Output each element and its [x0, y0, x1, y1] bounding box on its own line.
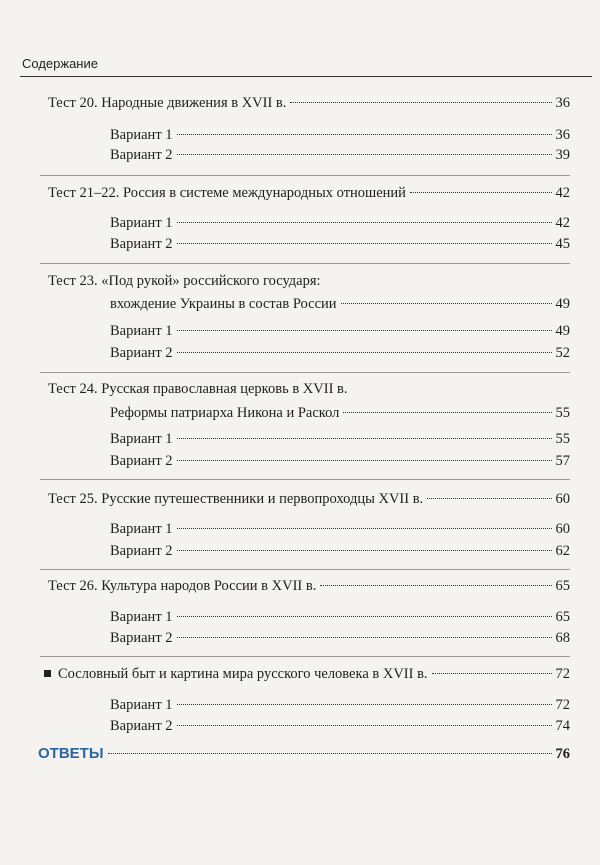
toc-page-number: 60 [555, 521, 570, 537]
toc-page-number: 42 [555, 185, 570, 201]
separator [40, 569, 570, 570]
toc-page-number: 57 [555, 453, 570, 469]
separator [40, 656, 570, 657]
toc-page-number: 60 [555, 491, 570, 507]
dot-leader [177, 528, 552, 529]
toc-entry-variant[interactable] [110, 322, 570, 340]
toc-page-number: 36 [555, 127, 570, 143]
dot-leader [343, 412, 551, 413]
toc-entry-title-wrap [44, 665, 428, 683]
toc-entry-title: Вариант 2 [110, 147, 173, 163]
toc-entry-title: Тест 21–22. Россия в системе международных отношений [48, 185, 406, 201]
dot-leader [341, 303, 552, 304]
dot-leader [177, 222, 552, 223]
toc-entry-title: Тест 24. Русская православная церковь в XVII в. [48, 381, 348, 397]
toc-entry-variant[interactable] [110, 608, 570, 626]
toc-entry-variant[interactable] [110, 452, 570, 470]
toc-entry-title: Реформы патриарха Никона и Раскол [110, 405, 340, 421]
dot-leader [177, 243, 552, 244]
toc-entry-test-23-cont[interactable] [110, 295, 570, 313]
separator [40, 479, 570, 480]
toc-entry-variant[interactable] [110, 696, 570, 714]
toc-entry-title: Вариант 1 [110, 127, 173, 143]
toc-page-number: 55 [555, 431, 570, 447]
separator [40, 263, 570, 264]
toc-entry-variant[interactable] [110, 629, 570, 647]
dot-leader [177, 704, 552, 705]
dot-leader [290, 102, 551, 103]
toc-entry-title: Вариант 1 [110, 215, 173, 231]
toc-entry-title: Тест 20. Народные движения в XVII в. [48, 95, 287, 111]
dot-leader [410, 192, 552, 193]
dot-leader [177, 134, 552, 135]
separator [40, 175, 570, 176]
dot-leader [177, 637, 552, 638]
toc-entry-test-26[interactable] [48, 577, 570, 595]
toc-entry-title: Вариант 2 [110, 718, 173, 734]
toc-page-number: 55 [555, 405, 570, 421]
toc-entry-variant[interactable] [110, 214, 570, 232]
square-bullet-icon [44, 670, 51, 677]
toc-entry-title: вхождение Украины в состав России [110, 296, 337, 312]
toc-page-number: 72 [555, 697, 570, 713]
dot-leader [177, 616, 552, 617]
toc-entry-variant[interactable] [110, 520, 570, 538]
toc-page-number: 65 [555, 578, 570, 594]
toc-entry-title: Тест 25. Русские путешественники и первопроходцы XVII в. [48, 491, 424, 507]
dot-leader [177, 352, 552, 353]
toc-entry-variant[interactable] [110, 542, 570, 560]
toc-page-number: 42 [555, 215, 570, 231]
toc-page-number: 49 [555, 323, 570, 339]
toc-entry-title: Вариант 2 [110, 236, 173, 252]
toc-page-number: 72 [555, 666, 570, 682]
separator [40, 372, 570, 373]
toc-page-number: 52 [555, 345, 570, 361]
dot-leader [427, 498, 551, 499]
toc-page-number: 65 [555, 609, 570, 625]
toc-entry-variant[interactable] [110, 235, 570, 253]
toc-entry-variant[interactable] [110, 717, 570, 735]
toc-entry-title: Вариант 1 [110, 521, 173, 537]
toc-entry-variant[interactable] [110, 344, 570, 362]
toc-entry-variant[interactable] [110, 146, 570, 164]
toc-entry-title: Вариант 1 [110, 431, 173, 447]
dot-leader [320, 585, 551, 586]
toc-page-number: 74 [555, 718, 570, 734]
toc-entry-test-24-cont[interactable] [110, 404, 570, 422]
dot-leader [177, 438, 552, 439]
toc-entry-title: Тест 26. Культура народов России в XVII в. [48, 578, 317, 594]
dot-leader [177, 460, 552, 461]
toc-entry-title: Вариант 1 [110, 609, 173, 625]
toc-entry-test-21-22[interactable] [48, 184, 570, 202]
dot-leader [177, 550, 552, 551]
toc-entry-test-23[interactable] [48, 272, 570, 290]
toc-entry-title: Вариант 1 [110, 323, 173, 339]
dot-leader [177, 154, 552, 155]
toc-entry-title: Вариант 2 [110, 543, 173, 559]
toc-entry-title: ОТВЕТЫ [38, 745, 104, 762]
toc-page-number: 36 [555, 95, 570, 111]
toc-entry-title: Вариант 1 [110, 697, 173, 713]
toc-page-number: 62 [555, 543, 570, 559]
dot-leader [177, 330, 552, 331]
toc-entry-title: Сословный быт и картина мира русского человека в XVII в. [58, 666, 428, 682]
toc-entry-variant[interactable] [110, 126, 570, 144]
toc-entry-test-24[interactable] [48, 380, 570, 398]
toc-entry-title: Тест 23. «Под рукой» российского государя: [48, 273, 321, 289]
dot-leader [432, 673, 552, 674]
dot-leader [177, 725, 552, 726]
dot-leader [108, 753, 552, 754]
toc-page-number: 76 [555, 746, 570, 762]
toc-entry-title: Вариант 2 [110, 630, 173, 646]
toc-entry-test-25[interactable] [48, 490, 570, 508]
toc-entry-title: Вариант 2 [110, 453, 173, 469]
toc-entry-variant[interactable] [110, 430, 570, 448]
toc-entry-estate-life[interactable] [44, 665, 570, 683]
toc-page-number: 39 [555, 147, 570, 163]
toc-entry-test-20[interactable] [48, 94, 570, 112]
toc-entry-answers[interactable] [38, 745, 570, 763]
toc-entry-title: Вариант 2 [110, 345, 173, 361]
toc-page-number: 49 [555, 296, 570, 312]
page-header: Содержание [22, 56, 98, 71]
toc-page-number: 68 [555, 630, 570, 646]
toc-page-number: 45 [555, 236, 570, 252]
